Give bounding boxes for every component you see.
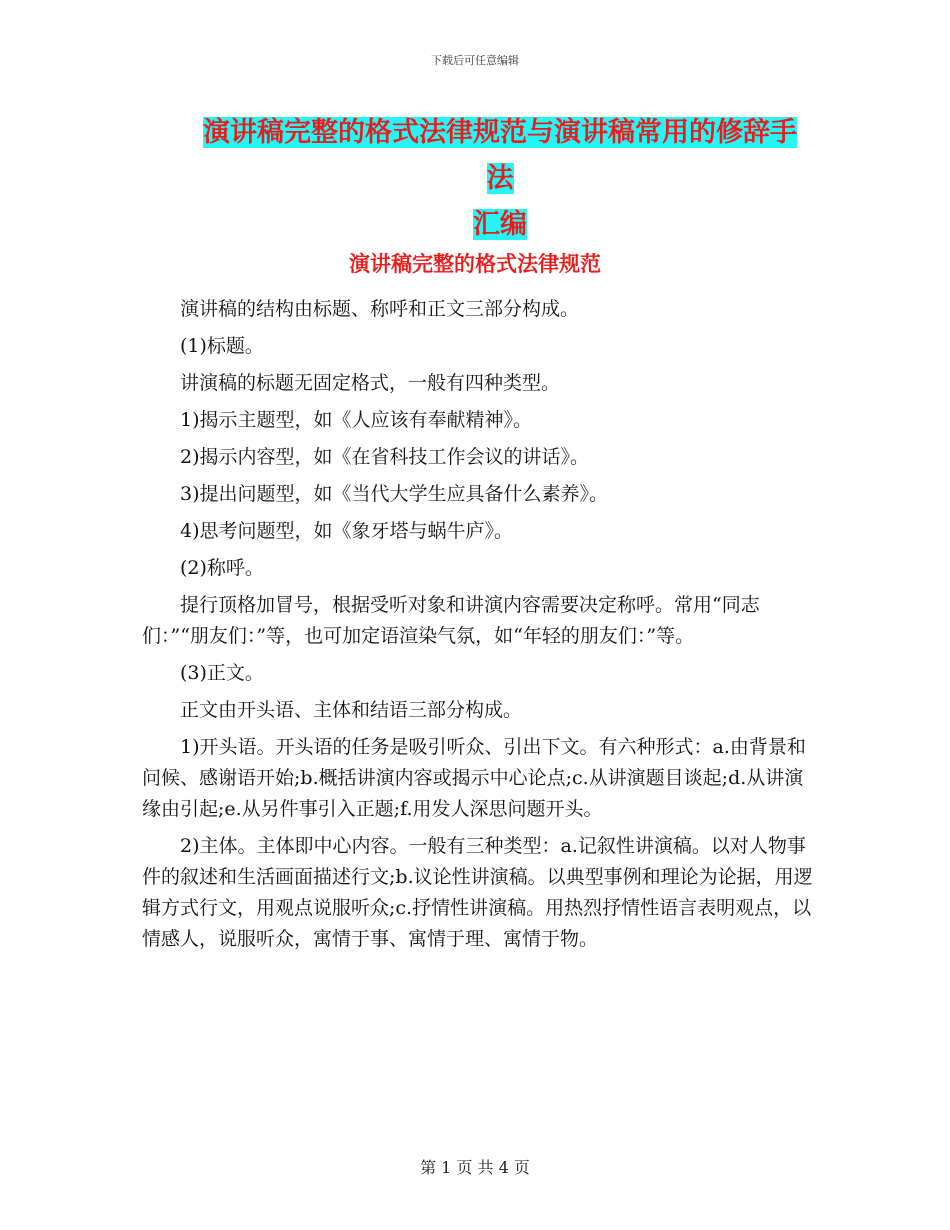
paragraph: (3)正文。 — [180, 662, 264, 684]
document-title-line1: 演讲稿完整的格式法律规范与演讲稿常用的修辞手法 — [203, 117, 797, 194]
paragraph: (2)称呼。 — [180, 557, 264, 579]
paragraph: 2)主体。主体即中心内容。一般有三种类型：a.记叙性讲演稿。以对人物事件的叙述和生活画面描述行文;b.议论性讲演稿。以典型事例和理论为论据，用逻辑方式行文，用观点说服听众;c.抒情性讲演稿。用热烈抒情性语言表明观点，以情感人，说服听众，寓情于事、寓情于理、寓情于物。 — [142, 835, 813, 950]
paragraph: 2)揭示内容型，如《在省科技工作会议的讲话》。 — [180, 446, 590, 468]
paragraph: 3)提出问题型，如《当代大学生应具备什么素养》。 — [180, 483, 609, 505]
header-note: 下载后可任意编辑 — [431, 54, 519, 67]
paragraph: (1)标题。 — [180, 335, 264, 357]
paragraph: 4)思考问题型，如《象牙塔与蜗牛庐》。 — [180, 520, 514, 542]
paragraph: 1)开头语。开头语的任务是吸引听众、引出下文。有六种形式：a.由背景和问候、感谢语开始;b.概括讲演内容或揭示中心论点;c.从讲演题目谈起;d.从讲演缘由引起;e.从另件事引入正题;f.用发人深思问题开头。 — [142, 736, 806, 820]
paragraph: 1)揭示主题型，如《人应该有奉献精神》。 — [180, 409, 533, 431]
paragraph: 讲演稿的标题无固定格式，一般有四种类型。 — [180, 372, 561, 394]
document-title — [190, 110, 810, 248]
document-body — [142, 294, 822, 955]
document-title-line2: 汇编 — [473, 209, 527, 240]
paragraph: 正文由开头语、主体和结语三部分构成。 — [180, 699, 523, 721]
section-title: 演讲稿完整的格式法律规范 — [349, 252, 601, 276]
paragraph: 演讲稿的结构由标题、称呼和正文三部分构成。 — [180, 298, 580, 320]
page-number: 第 1 页 共 4 页 — [420, 1158, 530, 1177]
paragraph: 提行顶格加冒号，根据受听对象和讲演内容需要决定称呼。常用“同志们：”“朋友们：”等，也可加定语渲染气氛，如“年轻的朋友们：”等。 — [142, 594, 760, 647]
